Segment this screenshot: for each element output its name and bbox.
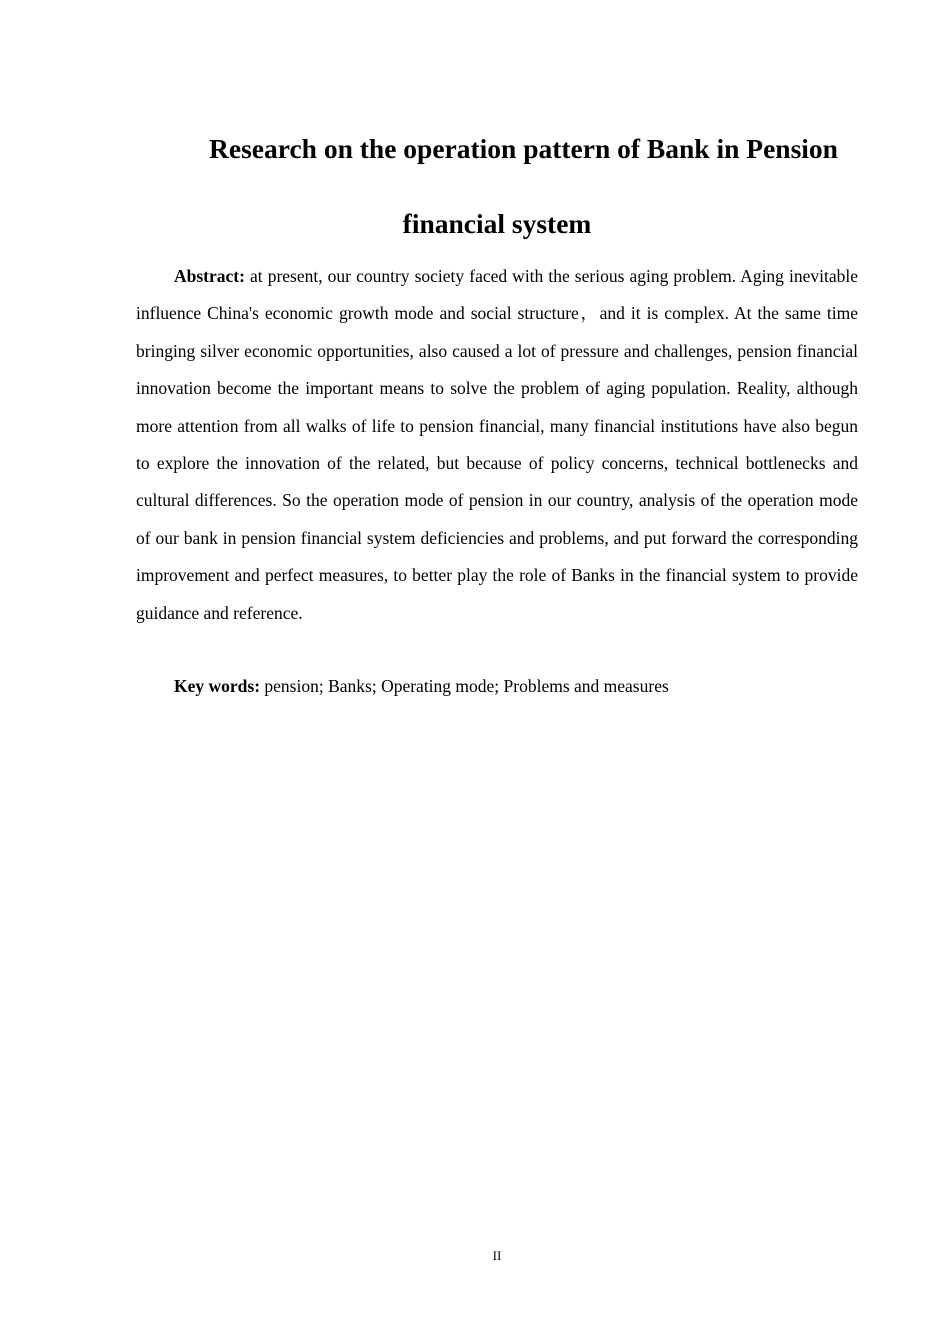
keywords-text: pension; Banks; Operating mode; Problems and measures	[260, 676, 669, 696]
page-title-line-1: Research on the operation pattern of Bank in Pension	[209, 133, 838, 164]
keywords-paragraph	[136, 668, 858, 705]
page-title-line-2: financial system	[402, 208, 592, 239]
page-number: II	[492, 1248, 502, 1263]
abstract-label: Abstract:	[174, 266, 245, 286]
abstract-text: at present, our country society faced with the serious aging problem. Aging inevitable influence China's economic growth mode and social structure，and it is complex. At the same time bringing silver economic opportunities, also caused a lot of pressure and challenges, pension financial innovation become the important means to solve the problem of aging population. Reality, although more attention from all walks of life to pension financial, many financial institutions have also begun to explore the innovation of the related, but because of policy concerns, technical bottlenecks and cultural differences. So the operation mode of pension in our country, analysis of the operation mode of our bank in pension financial system deficiencies and problems, and put forward the corresponding improvement and perfect measures, to better play the role of Banks in the financial system to provide guidance and reference.	[136, 266, 858, 623]
keywords-label: Key words:	[174, 676, 261, 696]
abstract-paragraph	[136, 258, 858, 632]
